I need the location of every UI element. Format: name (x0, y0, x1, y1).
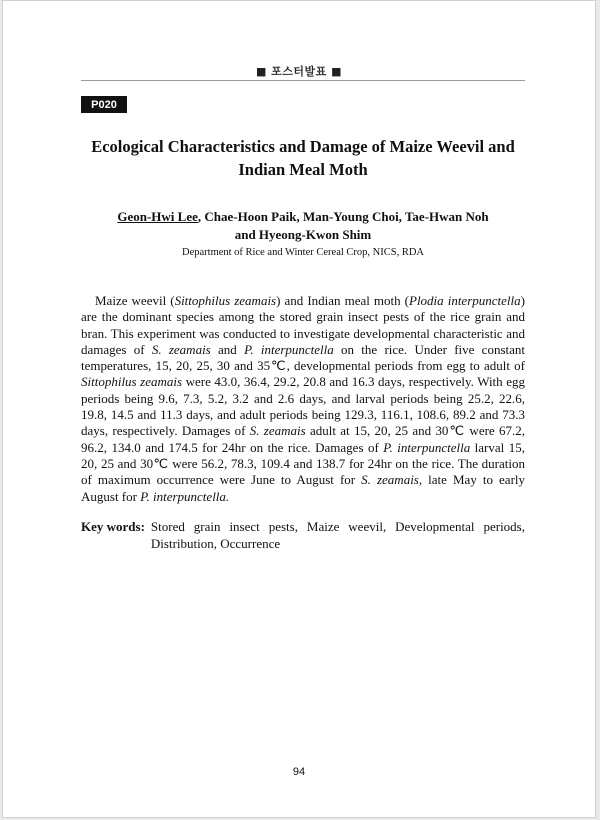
abstract-species-name: Sittophilus zeamais (81, 374, 183, 390)
abstract-text: larval 15, 20, 25 and 30℃ were 56.2, 78.3, 109.4 and 138.7 for 24hr on the rice. The duration of maximum occurrence were June to August for (81, 439, 525, 488)
keywords (81, 518, 525, 552)
abstract-species-name: S. zeamais (151, 341, 211, 357)
co-authors-line-1: , Chae-Hoon Paik, Man-Young Choi, Tae-Hwan Noh (197, 209, 489, 224)
document-page (2, 0, 596, 818)
abstract-text: on the rice. Under five constant temperatures, 15, 20, 25, 30 and 35℃, developmental periods from egg to adult of (81, 341, 526, 374)
abstract-body (81, 293, 525, 505)
co-authors-line-2: and Hyeong-Kwon Shim (234, 227, 372, 242)
affiliation: Department of Rice and Winter Cereal Crop, NICS, RDA (182, 247, 424, 258)
abstract-text: late May to early August for (81, 472, 526, 504)
abstract-species-name: P. interpunctella (383, 439, 471, 455)
abstract-species-name: P. interpunctella (244, 341, 334, 357)
abstract-species-name: S. zeamais (249, 423, 306, 439)
keywords-label: Key words: (81, 519, 145, 534)
abstract-text: ) and Indian meal moth ( (276, 293, 409, 308)
poster-id-badge: P020 (81, 96, 127, 113)
paper-title (81, 135, 525, 181)
abstract-text: and (210, 341, 245, 357)
abstract-species-name: Sittophilus zeamais (174, 293, 277, 308)
header-divider (81, 80, 525, 81)
page-number: 94 (292, 766, 306, 778)
author-list (81, 208, 525, 244)
keywords-list: Stored grain insect pests, Maize weevil, Developmental periods, Distribution, Occurrence (150, 519, 525, 551)
title-line-2: Indian Meal Moth (238, 160, 368, 179)
presenting-author: Geon-Hwi Lee (117, 209, 198, 224)
abstract-text: ) are the dominant species among the stored grain insect pests of the rice grain and bran. This experiment was conducted to investigate developmental characteristic and damages of (81, 293, 525, 357)
abstract-species-name: S. zeamais, (361, 472, 423, 488)
abstract-species-name: Plodia interpunctella (409, 293, 521, 308)
abstract-text: adult at 15, 20, 25 and 30℃ were 67.2, 96.2, 134.0 and 174.5 for 24hr on the rice. Damages of (81, 423, 525, 455)
abstract-species-name: P. interpunctella. (140, 488, 230, 504)
abstract-text: were 43.0, 36.4, 29.2, 20.8 and 16.3 days, respectively. With egg periods being 9.6, 7.3, 5.2, 3.2 and 2.6 days, and larval periods being 25.2, 22.6, 19.8, 14.5 and 11.3 days, and adult periods being 129.3, 116.1, 108.6, 89.2 and 73.3 days, respectively. Damages of (81, 374, 525, 439)
title-line-1: Ecological Characteristics and Damage of Maize Weevil and (91, 137, 515, 156)
section-header: ■ 포스터발표 ■ (255, 65, 343, 78)
abstract-text: Maize weevil ( (95, 293, 175, 308)
